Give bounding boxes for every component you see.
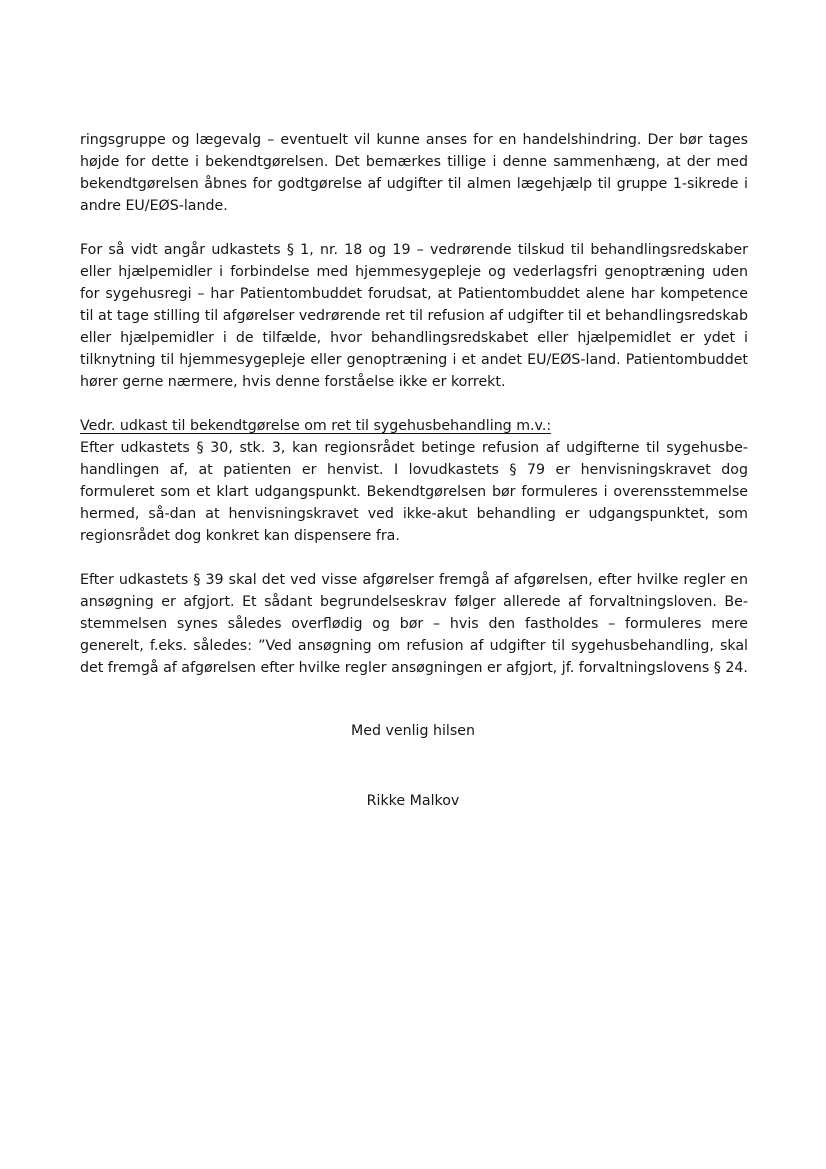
paragraph-henvisning: Efter udkastets § 30, stk. 3, kan regionsrådet betinge refusion af udgifterne til sygehusbe-handlingen af, at patienten er henvist. I lovudkastets § 79 er henvisningskravet dog formuleret som et klart udgangspunkt. Bekendtgørelsen bør formuleres i overensstemmelse hermed, så-dan at henvisningskravet ved ikke-akut behandling er udgangspunktet, som regionsrådet dog konkret kan dispensere fra.	[80, 440, 748, 544]
closing-greeting: Med venlig hilsen	[351, 723, 475, 739]
paragraph-behandlingsredskaber: For så vidt angår udkastets § 1, nr. 18 og 19 – vedrørende tilskud til behandlingsredskaber eller hjælpemidler i forbindelse med hjemmesygepleje og vederlagsfri genoptræning uden for sygehusregi – har Patientombuddet forudsat, at Patientombuddet alene har kompetence til at tage stilling til afgørelser vedrørende ret til refusion af udgifter til et behandlingsredskab eller hjælpemidler i de tilfælde, hvor behandlingsredskabet eller hjælpemidlet er ydet i tilknytning til hjemmesygepleje eller genoptræning i et andet EU/EØS-land. Patientombuddet hører gerne nærmere, hvis denne forståelse ikke er korrekt.	[80, 242, 748, 390]
signature-name: Rikke Malkov	[366, 793, 460, 809]
section-heading: Vedr. udkast til bekendtgørelse om ret til sygehusbehandling m.v.:	[80, 418, 552, 434]
letter-body	[80, 129, 748, 679]
section-heading-paragraph	[80, 415, 748, 437]
paragraph-handelshindring: ringsgruppe og lægevalg – eventuelt vil kunne anses for en handelshindring. Der bør tages højde for dette i bekendtgørelsen. Det bemærkes tillige i denne sammenhæng, at der med bekendtgørelsen åbnes for godtgørelse af udgifter til almen lægehjælp til gruppe 1-sikrede i andre EU/EØS-lande.	[80, 132, 748, 214]
paragraph-begrundelseskrav: Efter udkastets § 39 skal det ved visse afgørelser fremgå af afgørelsen, efter hvilke regler en ansøgning er afgjort. Et sådant begrundelseskrav følger allerede af forvaltningsloven. Be-stemmelsen synes således overflødig og bør – hvis den fastholdes – formuleres mere generelt, f.eks. således: ”Ved ansøgning om refusion af udgifter til sygehusbehandling, skal det fremgå af afgørelsen efter hvilke regler ansøgningen er afgjort, jf. forvaltningslovens § 24.	[80, 572, 748, 676]
paragraph-gap	[80, 217, 748, 239]
paragraph-gap	[80, 393, 748, 415]
paragraph-gap	[80, 547, 748, 569]
